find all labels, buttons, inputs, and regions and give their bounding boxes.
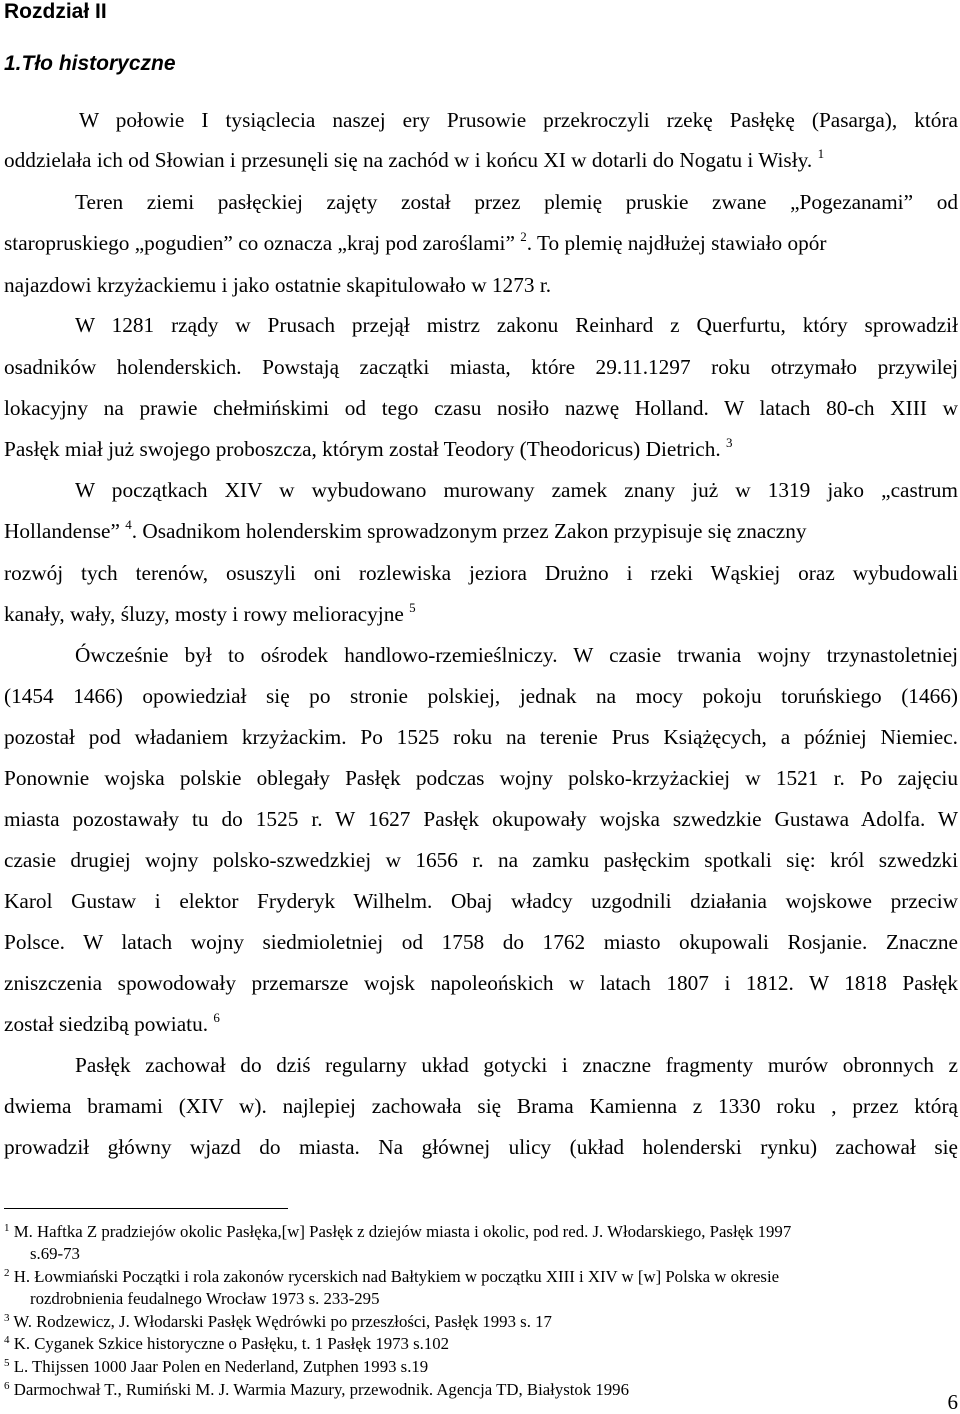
footnote	[30, 1289, 958, 1309]
line-text: prowadził główny wjazd do miasta. Na głównej ulicy (układ holenderski rynku) zachował się	[4, 1135, 958, 1159]
footnote-ref: 2	[520, 229, 527, 244]
line-text: (1454 1466) opowiedział się po stronie polskiej, jednak na mocy pokoju toruńskiego (1466)	[4, 684, 958, 708]
line-text-after-ref: . Osadnikom holenderskim sprowadzonym przez Zakon przypisuje się znaczny	[131, 519, 807, 543]
footnote-text: L. Thijssen 1000 Jaar Polen en Nederland, Zutphen 1993 s.19	[13, 1357, 429, 1376]
text-line	[75, 643, 958, 667]
footnote	[30, 1244, 958, 1264]
text-line	[4, 355, 958, 379]
footnote	[4, 1357, 958, 1379]
footnote-ref: 4	[125, 517, 132, 532]
footnote-number: 5	[4, 1357, 10, 1369]
footnote-ref: 3	[726, 435, 733, 450]
footnote-text: Darmochwał T., Rumiński M. J. Warmia Mazury, przewodnik. Agencja TD, Białystok 1996	[13, 1380, 629, 1399]
text-line	[4, 848, 958, 872]
footnote	[4, 1267, 958, 1289]
footnote-number: 1	[4, 1222, 10, 1234]
line-text: lokacyjny na prawie chełmińskimi od tego czasu nosiło nazwę Holland. W latach 80-ch XIII w	[4, 396, 958, 420]
line-text: Hollandense”	[4, 519, 120, 543]
line-text: W początkach XIV w wybudowano murowany zamek znany już w 1319 jako „castrum	[75, 478, 958, 502]
text-line	[4, 437, 958, 464]
text-line	[4, 1094, 958, 1118]
text-line	[4, 602, 958, 629]
text-line	[75, 478, 958, 502]
footnote-ref: 6	[213, 1010, 220, 1025]
line-text: zniszczenia spowodowały przemarsze wojsk napoleońskich w latach 1807 i 1812. W 1818 Pasłęk	[4, 971, 958, 995]
footnote-ref: 5	[409, 600, 416, 615]
footnote-number: 6	[4, 1380, 10, 1392]
footnote-ref: 1	[817, 146, 825, 161]
line-text: osadników holenderskich. Powstają zaczątki miasta, które 29.11.1297 roku otrzymało przywilej	[4, 355, 958, 379]
text-line	[4, 930, 958, 954]
footnote-text: K. Cyganek Szkice historyczne o Pasłęku, t. 1 Pasłęk 1973 s.102	[13, 1334, 450, 1353]
line-text: Ponownie wojska polskie oblegały Pasłęk podczas wojny polsko-krzyżackiej w 1521 r. Po zajęciu	[4, 766, 958, 790]
page-number: 6	[947, 1390, 958, 1414]
text-line	[4, 561, 958, 585]
line-text: oddzielała ich od Słowian i przesunęli się na zachód w i końcu XI w dotarli do Nogatu i Wisły.	[4, 148, 813, 172]
footnote-number: 2	[4, 1267, 10, 1279]
text-line	[4, 519, 958, 546]
footnote	[4, 1222, 958, 1244]
text-line	[4, 971, 958, 995]
footnote-text: rozdrobnienia feudalnego Wrocław 1973 s. 233-295	[30, 1289, 380, 1308]
text-line	[4, 148, 958, 175]
footnote-text: s.69-73	[30, 1244, 80, 1263]
line-text: Pasłęk miał już swojego proboszcza, którym został Teodory (Theodoricus) Dietrich.	[4, 437, 721, 461]
text-line	[4, 889, 958, 913]
text-line	[4, 725, 958, 749]
line-text: pozostał pod władaniem krzyżackim. Po 1525 roku na terenie Prus Książęcych, a później Niemiec.	[4, 725, 958, 749]
line-text: dwiema bramami (XIV w). najlepiej zachowała się Brama Kamienna z 1330 roku , przez którą	[4, 1094, 958, 1118]
footnote-number: 3	[4, 1312, 10, 1324]
line-text: Ówcześnie był to ośrodek handlowo-rzemieślniczy. W czasie trwania wojny trzynastoletniej	[75, 643, 958, 667]
text-line	[79, 108, 958, 132]
text-line	[4, 231, 958, 258]
text-line	[4, 684, 958, 708]
footnote-separator	[4, 1208, 288, 1209]
footnote	[4, 1312, 958, 1334]
line-text: najazdowi krzyżackiemu i jako ostatnie skapitulowało w 1273 r.	[4, 273, 552, 297]
text-line	[75, 313, 958, 337]
section-heading: 1.Tło historyczne	[4, 52, 176, 75]
footnote-text: H. Łowmiański Początki i rola zakonów rycerskich nad Bałtykiem w początku XIII i XIV w [w] Polska w okresie	[13, 1267, 780, 1286]
text-line	[75, 1053, 958, 1077]
line-text: rozwój tych terenów, osuszyli oni rozlewiska jeziora Drużno i rzeki Wąskiej oraz wybudowali	[4, 561, 958, 585]
line-text: czasie drugiej wojny polsko-szwedzkiej w 1656 r. na zamku pasłęckim spotkali się: król szwedzki	[4, 848, 958, 872]
footnote	[4, 1380, 958, 1402]
line-text: W 1281 rządy w Prusach przejął mistrz zakonu Reinhard z Querfurtu, który sprowadził	[75, 313, 958, 337]
footnote-text: M. Haftka Z pradziejów okolic Pasłęka,[w] Pasłęk z dziejów miasta i okolic, pod red. J. Włodarskiego, Pasłęk 1997	[13, 1222, 792, 1241]
line-text: Teren ziemi pasłęckiej zajęty został przez plemię pruskie zwane „Pogezanami” od	[75, 190, 958, 214]
text-line	[4, 273, 958, 297]
text-line	[4, 1135, 958, 1159]
text-line	[4, 766, 958, 790]
line-text: Pasłęk zachował do dziś regularny układ gotycki i znaczne fragmenty murów obronnych z	[75, 1053, 958, 1077]
footnote-number: 4	[4, 1334, 10, 1346]
text-line	[75, 190, 958, 214]
footnote	[4, 1334, 958, 1356]
line-text: W połowie I tysiąclecia naszej ery Prusowie przekroczyli rzekę Pasłękę (Pasarga), która	[79, 108, 958, 132]
line-text: został siedzibą powiatu.	[4, 1012, 209, 1036]
line-text: Polsce. W latach wojny siedmioletniej od 1758 do 1762 miasto okupowali Rosjanie. Znaczne	[4, 930, 958, 954]
line-text: miasta pozostawały tu do 1525 r. W 1627 Pasłęk okupowały wojska szwedzkie Gustawa Adolfa. W	[4, 807, 958, 831]
chapter-heading: Rozdział II	[4, 0, 107, 23]
line-text: Karol Gustaw i elektor Fryderyk Wilhelm. Obaj władcy uzgodnili działania wojskowe przeciw	[4, 889, 958, 913]
text-line	[4, 807, 958, 831]
line-text: kanały, wały, śluzy, mosty i rowy melioracyjne	[4, 602, 404, 626]
line-text: staropruskiego „pogudien” co oznacza „kraj pod zaroślami”	[4, 231, 515, 255]
line-text-after-ref: . To plemię najdłużej stawiało opór	[526, 231, 827, 255]
text-line	[4, 1012, 958, 1039]
footnote-text: W. Rodzewicz, J. Włodarski Pasłęk Wędrówki po przeszłości, Pasłęk 1993 s. 17	[13, 1312, 552, 1331]
text-line	[4, 396, 958, 420]
